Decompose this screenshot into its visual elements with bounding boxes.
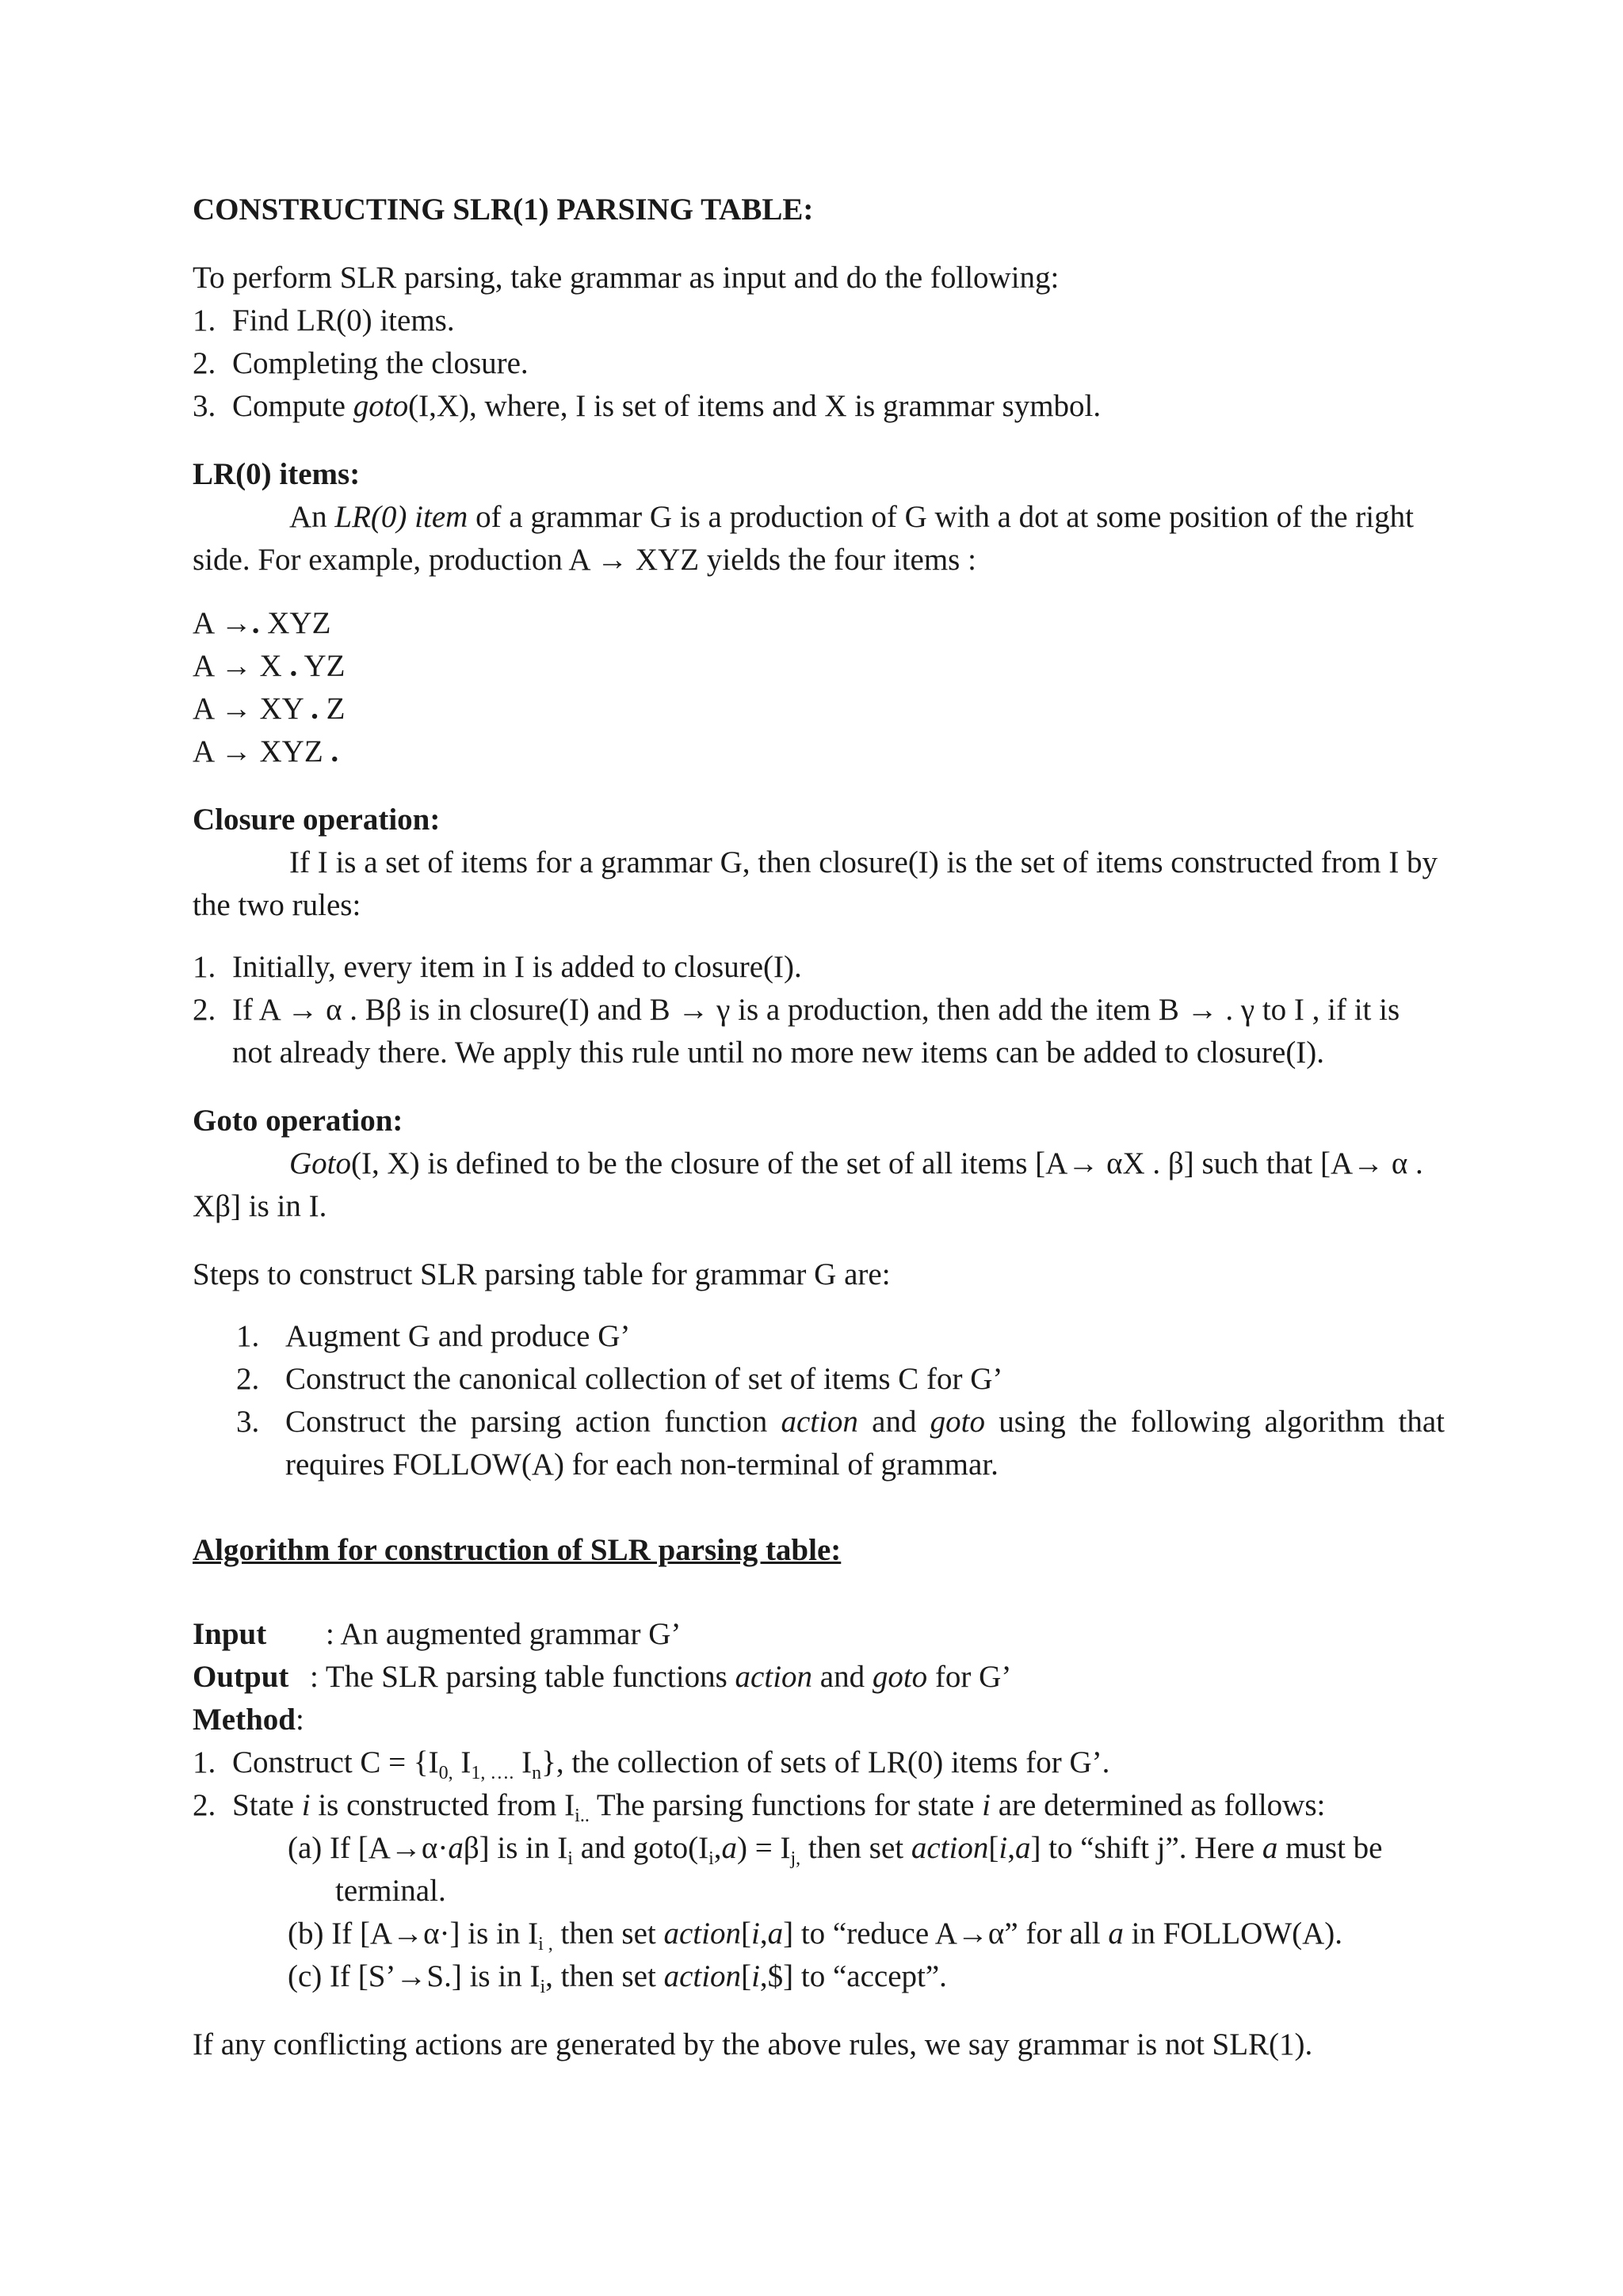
intro-paragraph: To perform SLR parsing, take grammar as input and do the following: <box>193 261 1060 295</box>
list-item: 1. Augment G and produce G’ <box>236 1319 631 1353</box>
lr0-item: A →. XYZ <box>193 606 331 640</box>
list-item: 2. Construct the canonical collection of set of items C for G’ <box>236 1362 1003 1396</box>
closure-paragraph: If I is a set of items for a grammar G, then closure(I) is the set of items constructed from I by the two rules: <box>193 845 1438 922</box>
algorithm-title: Algorithm for construction of SLR parsing table: <box>193 1533 842 1567</box>
input-label: Input <box>193 1617 267 1651</box>
closure-rules-list <box>193 946 1445 1074</box>
intro-steps-list <box>193 299 1445 428</box>
list-item: 2. If A → α . Bβ is in closure(I) and B → γ is a production, then add the item B → . γ to I , if it is not already there. We apply this rule until no more new items can be added to closure(I). <box>193 993 1400 1070</box>
list-item: 2. Completing the closure. <box>193 346 529 380</box>
conclusion-paragraph: If any conflicting actions are generated by the above rules, we say grammar is not SLR(1). <box>193 2027 1313 2061</box>
method-sub-rules <box>288 1827 1445 1998</box>
lr0-item: A → XYZ . <box>193 734 339 769</box>
goto-heading: Goto operation: <box>193 1104 403 1138</box>
steps-list <box>236 1315 1445 1486</box>
list-item: 3. Compute goto(I,X), where, I is set of items and X is grammar symbol. <box>193 389 1102 423</box>
lr0-item: A → X . YZ <box>193 649 346 683</box>
list-item: 1. Initially, every item in I is added to closure(I). <box>193 950 802 984</box>
page-title: CONSTRUCTING SLR(1) PARSING TABLE: <box>193 193 814 227</box>
list-item: 1. Construct $C = \{I_{0,}$ $I_{1, \dots.}$ $I_n$}, the collection of sets of LR(0) items for G’. <box>193 1745 1110 1783</box>
lr0-heading: LR(0) items: <box>193 457 361 491</box>
method-label: Method <box>193 1703 296 1737</box>
list-item: 1. Find LR(0) items. <box>193 303 455 338</box>
page-content <box>193 189 1445 2066</box>
lr0-item: A → XY . Z <box>193 692 346 726</box>
lr0-paragraph: An LR(0) item of a grammar G is a production of G with a dot at some position of the right side. For example, production A → XYZ yields the four items : <box>193 500 1414 577</box>
input-row <box>193 1613 1445 1656</box>
rule-a: (a) If [A→α·aβ] is in $I_i$ and $goto(I_i,a) = I_{j,}$ then set action[i,a] to “shift j”. Here a must be terminal. <box>288 1831 1383 1908</box>
output-label: Output <box>193 1660 289 1694</box>
input-text: : An augmented grammar G’ <box>326 1617 682 1651</box>
method-row: Method : <box>193 1699 1445 1741</box>
output-text: : The SLR parsing table functions action and goto for G’ <box>310 1660 1012 1694</box>
rule-b: (b) If [A→α·] is in $I_{i ,}$ then set action[i,a] to “reduce A→α” for all a in FOLLOW(A). <box>288 1917 1343 1955</box>
list-item: 3. Construct the parsing action function action and goto using the following algorithm that requires FOLLOW(A) for each non-terminal of grammar. <box>236 1405 1445 1482</box>
algorithm-io <box>193 1613 1445 1741</box>
list-item: 2. State i is constructed from $I_{i..}$ The parsing functions for state i are determined as follows: <box>193 1788 1326 1826</box>
lr0-items-list <box>193 602 1445 773</box>
rule-c: (c) If [S’→S.] is in $I_i$, then set action[i,$] to “accept”. <box>288 1959 947 1997</box>
steps-intro: Steps to construct SLR parsing table for grammar G are: <box>193 1257 891 1291</box>
goto-paragraph: Goto(I, X) is defined to be the closure of the set of all items [A→ αX . β] such that [A→ α . Xβ] is in I. <box>193 1146 1423 1223</box>
method-steps-list <box>193 1741 1445 1827</box>
closure-heading: Closure operation: <box>193 803 441 837</box>
output-row <box>193 1656 1445 1699</box>
